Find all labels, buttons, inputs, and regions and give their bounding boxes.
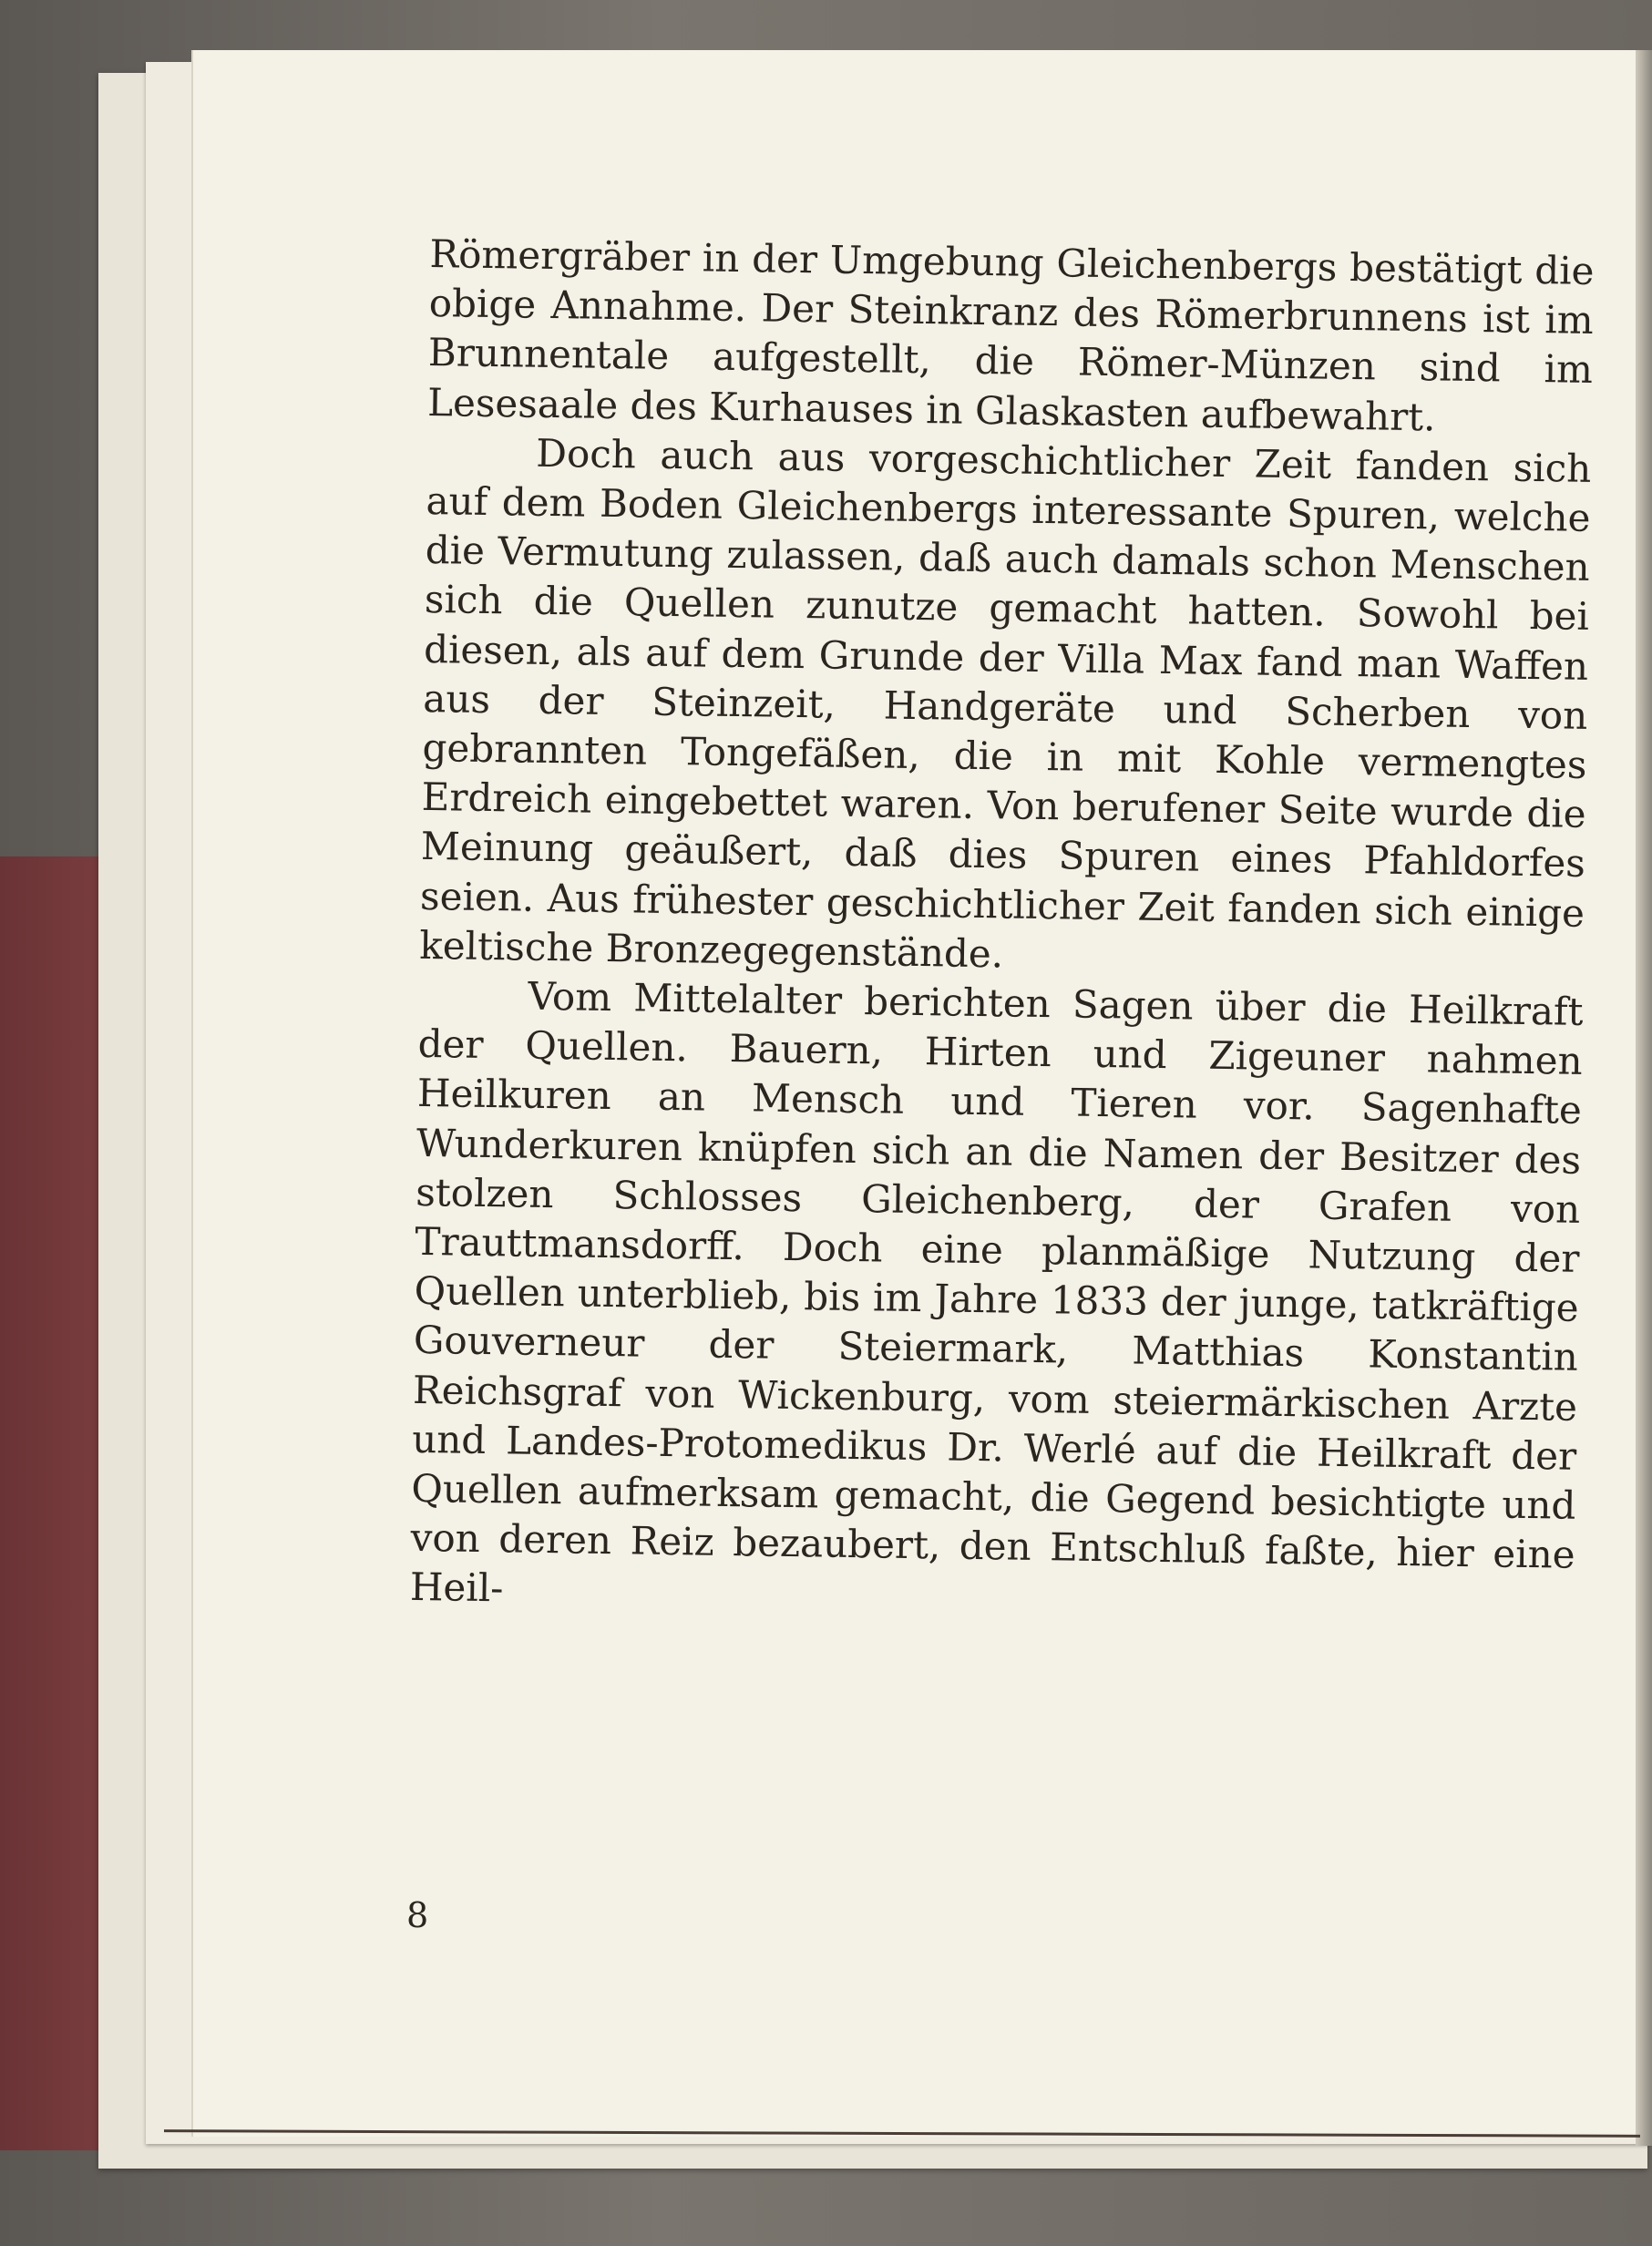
paragraph-2: Doch auch aus vorgeschichtlicher Zeit fanden sich auf dem Boden Gleichenbergs interessante Spuren, welche die Vermutung zulassen, daß auch damals schon Menschen sich die Quellen zunutze gemacht hatten. Sowohl bei diesen, als auf dem Grunde der Villa Max fand man Waffen aus der Steinzeit, Handgeräte und Scherben von gebrannten Tongefäßen, die in mit Kohle vermengtes Erdreich eingebettet waren. Von berufener Seite wurde die Meinung geäußert, daß dies Spuren eines Pfahldorfes seien. Aus frühester geschichtlicher Zeit fanden sich einige keltische Bronzegegenstände. [418,430,1592,977]
page-number: 8 [406,1895,429,1935]
body-text [409,230,1594,1629]
page-edge-shadow [1636,50,1652,2146]
paragraph-1: Römergräber in der Umgebung Gleichenbergs bestätigt die obige Annahme. Der Steinkranz des Römerbrunnens ist im Brunnentale aufgestellt, die Römer-Münzen sind im Lesesaale des Kurhauses in Glaskasten aufbewahrt. [426,231,1595,439]
paragraph-3: Vom Mittelalter berichten Sagen über die Heilkraft der Quellen. Bauern, Hirten und Zigeuner nahmen Heilkuren an Mensch und Tieren vor. Sagenhafte Wunderkuren knüpfen sich an die Namen der Besitzer des stolzen Schlosses Gleichenberg, der Grafen von Trauttmansdorff. Doch eine planmäßige Nutzung der Quellen unterblieb, bis im Jahre 1833 der junge, tatkräftige Gouverneur der Steiermark, Matthias Konstantin Reichsgraf von Wickenburg, vom steiermärkischen Arzte und Landes-Protomedikus Dr. Werlé auf die Heilkraft der Quellen aufmerksam gemacht, die Gegend besichtigte und von deren Reiz bezaubert, den Entschluß faßte, hier eine Heil- [409,973,1584,1611]
